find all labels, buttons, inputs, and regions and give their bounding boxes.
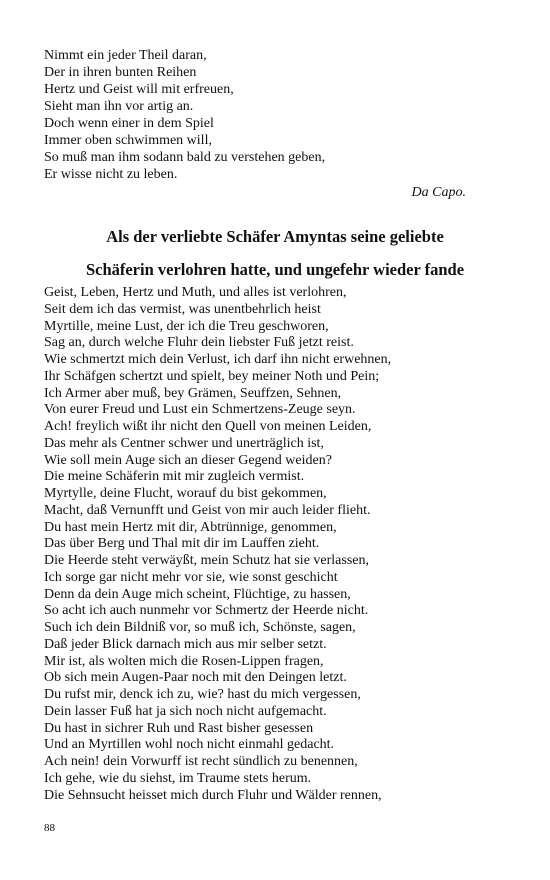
verse-line: Wie schmertzt mich dein Verlust, ich darf ihn nicht erwehnen, — [44, 352, 392, 367]
verse-line: Seit dem ich das vermist, was unentbehrlich heist — [44, 301, 321, 317]
page-number: 88 — [44, 822, 55, 834]
verse-line: Immer oben schwimmen will, — [44, 133, 212, 148]
verse-line: Doch wenn einer in dem Spiel — [44, 116, 214, 131]
verse-line: Sieht man ihn vor artig an. — [44, 99, 194, 114]
verse-line: Du rufst mir, denck ich zu, wie? hast du mich vergessen, — [44, 687, 361, 702]
da-capo-marking: Da Capo. — [411, 185, 466, 200]
verse-line: Ihr Schäfgen schertzt und spielt, bey meiner Noth und Pein; — [44, 368, 380, 384]
verse-line: Macht, daß Vernunfft und Geist von mir auch leider flieht. — [44, 502, 371, 518]
verse-line: Und an Myrtillen wohl noch nicht einmahl gedacht. — [44, 737, 335, 753]
verse-line: Dein lasser Fuß hat ja sich noch nicht aufgemacht. — [44, 703, 327, 719]
verse-line: Die Heerde steht verwäyßt, mein Schutz hat sie verlassen, — [44, 553, 370, 568]
verse-line: Ob sich mein Augen-Paar noch mit den Deingen letzt. — [44, 670, 347, 686]
verse-line: Ich Armer aber muß, bey Grämen, Seuffzen, Sehnen, — [44, 385, 342, 401]
verse-line: Du hast in sichrer Ruh und Rast bisher gesessen — [44, 720, 314, 736]
verse-line: Such ich dein Bildniß vor, so muß ich, Schönste, sagen, — [44, 620, 356, 635]
verse-line: Die meine Schäferin mit mir zugleich vermist. — [44, 469, 305, 485]
verse-line: Wie soll mein Auge sich an dieser Gegend weiden? — [44, 452, 332, 468]
verse-line: Ich gehe, wie du siehst, im Traume stets herum. — [44, 770, 312, 786]
stanza — [44, 47, 474, 183]
poem-title-line-1: Als der verliebte Schäfer Amyntas seine geliebte — [106, 227, 444, 246]
verse-line: Denn da dein Auge mich scheint, Flüchtige, zu hassen, — [44, 586, 351, 602]
verse-line: Myrtylle, deine Flucht, worauf du bist gekommen, — [44, 486, 327, 501]
verse-line: Sag an, durch welche Fluhr dein liebster Fuß jetzt reist. — [44, 335, 354, 351]
verse-line: Das über Berg und Thal mit dir im Lauffen zieht. — [44, 536, 320, 552]
verse-line: Ach nein! dein Vorwurff ist recht sündlich zu benennen, — [44, 754, 358, 769]
poem-body — [44, 285, 514, 804]
poem-title-line-2: Schäferin verlohren hatte, und ungefehr wieder fande — [85, 260, 465, 279]
verse-line: Geist, Leben, Hertz und Muth, und alles ist verlohren, — [44, 285, 347, 300]
verse-line: Daß jeder Blick darnach mich aus mir selber setzt. — [44, 636, 327, 652]
verse-line: Ach! freylich wißt ihr nicht den Quell von meinen Leiden, — [44, 419, 372, 434]
verse-line: Du hast mein Hertz mit dir, Abtrünnige, genommen, — [44, 519, 337, 535]
verse-line: Er wisse nicht zu leben. — [44, 167, 178, 182]
verse-line: Von eurer Freud und Lust ein Schmertzens-Zeuge seyn. — [44, 402, 356, 418]
verse-line: Hertz und Geist will mit erfreuen, — [44, 82, 234, 97]
verse-line: So muß man ihm sodann bald zu verstehen geben, — [44, 150, 326, 165]
verse-line: Der in ihren bunten Reihen — [44, 65, 197, 80]
verse-line: Ich sorge gar nicht mehr vor sie, wie sonst geschicht — [44, 569, 338, 585]
verse-line: Myrtille, meine Lust, der ich die Treu geschworen, — [44, 318, 329, 334]
verse-line: Das mehr als Centner schwer und unerträglich ist, — [44, 435, 324, 451]
verse-line: So acht ich auch nunmehr vor Schmertz der Heerde nicht. — [44, 603, 369, 619]
verse-line: Nimmt ein jeder Theil daran, — [44, 48, 207, 63]
verse-line: Die Sehnsucht heisset mich durch Fluhr und Wälder rennen, — [44, 787, 382, 803]
verse-line: Mir ist, als wolten mich die Rosen-Lippen fragen, — [44, 653, 324, 669]
